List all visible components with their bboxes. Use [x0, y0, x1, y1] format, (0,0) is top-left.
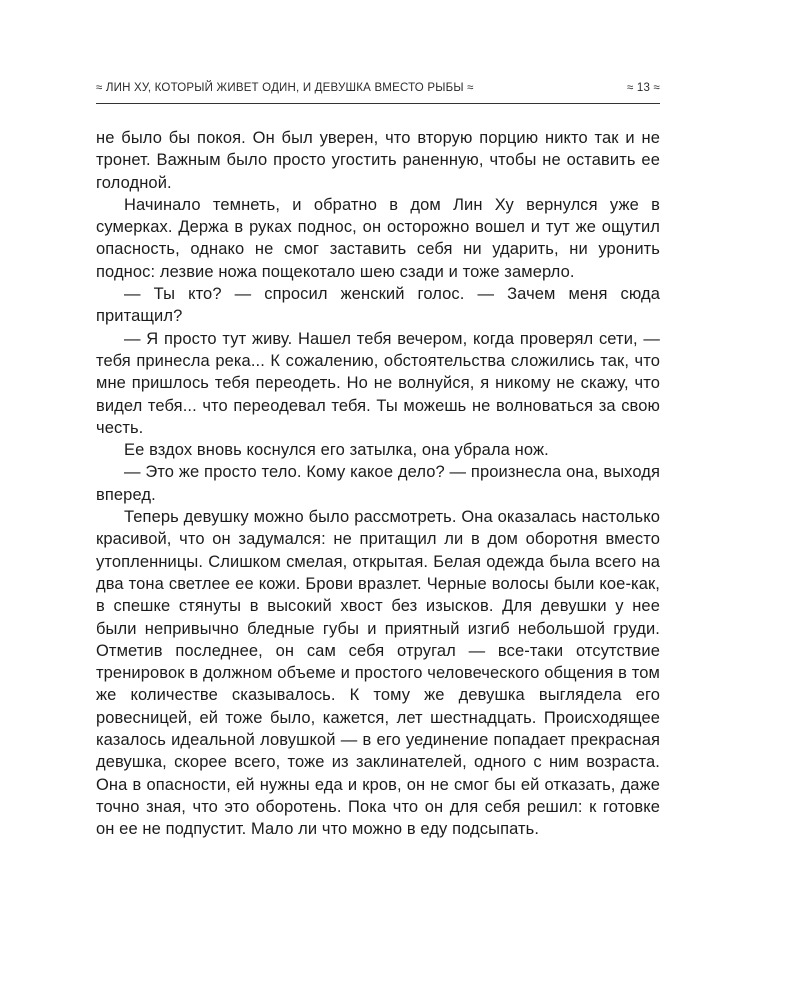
paragraph: Ее вздох вновь коснулся его затылка, она убрала нож.	[124, 441, 549, 460]
header-divider	[96, 103, 660, 104]
running-header	[96, 80, 660, 100]
dialogue-line: — Я просто тут живу. Нашел тебя вечером, когда проверял сети, — тебя принесла река... К сожалению, обстоятельства сложились так, что мне пришлось тебя переодеть. Но не волнуйся, я никому не скажу, что видел тебя... что переодевал тебя. Ты можешь не волноваться за свою честь.	[96, 329, 660, 437]
dialogue-line: — Ты кто? — спросил женский голос. — Зачем меня сюда притащил?	[96, 285, 660, 326]
dialogue-line: — Это же просто тело. Кому какое дело? — произнесла она, выходя вперед.	[96, 463, 660, 504]
body-text	[96, 127, 660, 841]
running-title: ≈ ЛИН ХУ, КОТОРЫЙ ЖИВЕТ ОДИН, И ДЕВУШКА ВМЕСТО РЫБЫ ≈	[96, 82, 474, 94]
paragraph: Начинало темнеть, и обратно в дом Лин Ху вернулся уже в сумерках. Держа в руках поднос, он осторожно вошел и тут же ощутил опасность, однако не смог заставить себя ни ударить, ни уронить поднос: лезвие ножа пощекотало шею сзади и тоже замерло.	[96, 195, 660, 281]
page-number: ≈ 13 ≈	[626, 82, 660, 94]
paragraph-continued: не было бы покоя. Он был уверен, что вторую порцию никто так и не тронет. Важным было просто угостить раненную, чтобы не оставить ее голодной.	[96, 129, 660, 192]
paragraph: Теперь девушку можно было рассмотреть. Она оказалась настолько красивой, что он задумался: не притащил ли в дом оборотня вместо утопленницы. Слишком смелая, открытая. Белая одежда была всего на два тона светлее ее кожи. Брови вразлет. Черные волосы были кое-как, в спешке стянуты в высокий хвост без изысков. Для девушки у нее были непривычно бледные губы и приятный изгиб небольшой груди. Отметив последнее, он сам себя отругал — все-таки отсутствие тренировок в должном объеме и простого человеческого общения в том же количестве сказывалось. К тому же девушка выглядела его ровесницей, ей тоже было, кажется, лет шестнадцать. Происходящее казалось идеальной ловушкой — в его уединение попадает прекрасная девушка, скорее всего, тоже из заклинателей, одного с ним возраста. Она в опасности, ей нужны еда и кров, он не смог бы ей отказать, даже точно зная, что это оборотень. Пока что он для себя решил: к готовке он ее не подпустит. Мало ли что можно в еду подсыпать.	[96, 508, 660, 839]
